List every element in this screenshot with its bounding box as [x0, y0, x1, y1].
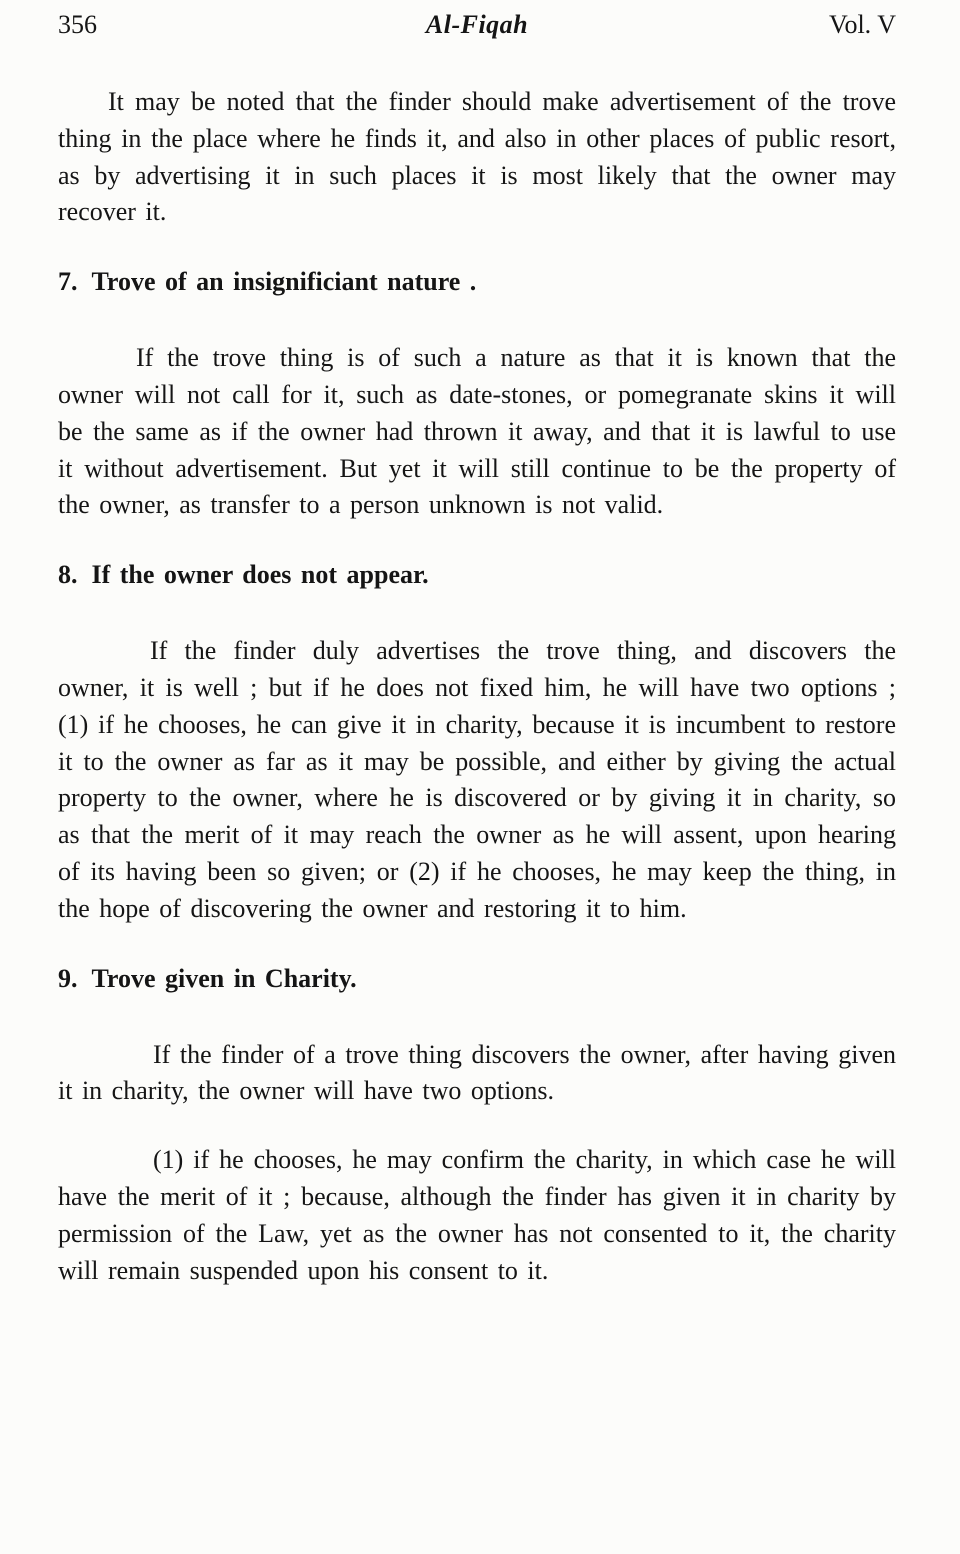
page-header	[58, 10, 896, 40]
page-content	[58, 84, 896, 1289]
section-number: 7.	[58, 267, 78, 297]
paragraph: If the finder of a trove thing discovers the owner, after having given it in charity, the owner will have two options.	[58, 1039, 896, 1106]
section-number: 8.	[58, 560, 78, 590]
volume-label: Vol. V	[829, 10, 896, 39]
page-number: 356	[58, 10, 97, 39]
section-heading-8	[58, 556, 896, 593]
section-title: Trove of an insignificiant nature .	[91, 267, 477, 297]
section-heading-7	[58, 263, 896, 300]
section-heading-9	[58, 960, 896, 997]
paragraph: It may be noted that the finder should make advertisement of the trove thing in the place where he finds it, and also in other places of public resort, as by advertising it in such places it is most likely that the owner may recover it.	[58, 87, 896, 227]
section-title: Trove given in Charity.	[91, 963, 357, 993]
paragraph: (1) if he chooses, he may confirm the charity, in which case he will have the merit of it ; because, although the finder has given it in charity by permission of the Law, yet as the owner has not consented to it, the charity will remain suspended upon his consent to it.	[58, 1145, 896, 1285]
paragraph: If the finder duly advertises the trove thing, and discovers the owner, it is well ; but if he does not fixed him, he will have two options ; (1) if he chooses, he can give it in charity, because it is incumbent to restore it to the owner as far as it may be possible, and either by giving the actual property to the owner, where he is discovered or by giving it in charity, so as that the merit of it may reach the owner as he will assent, upon hearing of its having been so given; or (2) if he chooses, he may keep the thing, in the hope of discovering the owner and restoring it to him.	[58, 636, 896, 923]
book-title: Al-Fiqah	[425, 10, 529, 39]
paragraph: If the trove thing is of such a nature as that it is known that the owner will not call for it, such as date-stones, or pomegranate skins it will be the same as if the owner had thrown it away, and that it is lawful to use it without advertisement. But yet it will still continue to be the property of the owner, as transfer to a person unknown is not valid.	[58, 343, 896, 520]
section-title: If the owner does not appear.	[91, 560, 429, 590]
section-number: 9.	[58, 963, 78, 993]
